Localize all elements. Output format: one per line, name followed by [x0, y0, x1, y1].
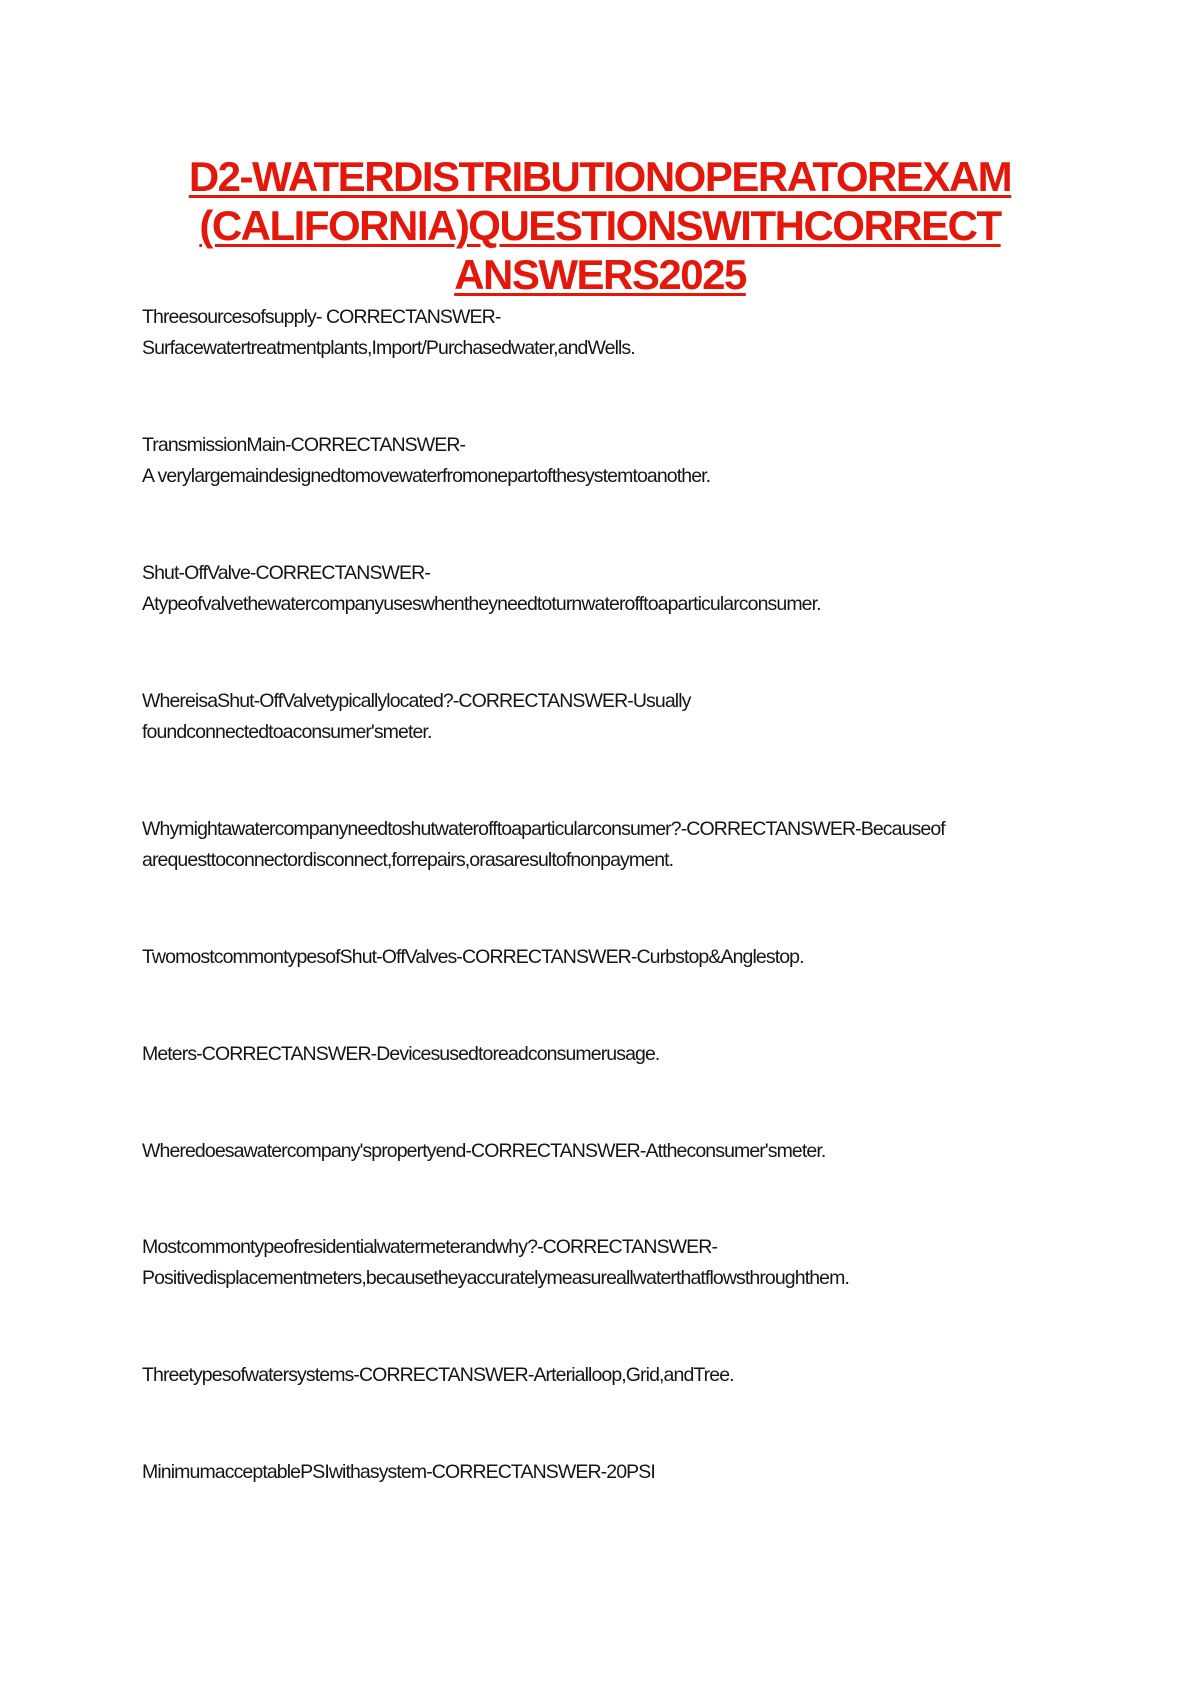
qa-line: Shut-OffValve-CORRECTANSWER-: [142, 562, 430, 584]
qa-entry-7: [142, 1039, 1082, 1070]
qa-line: MinimumacceptablePSIwithasystem-CORRECTANSWER-20PSI: [142, 1461, 655, 1483]
title-line-3: ANSWERS2025: [454, 251, 746, 298]
qa-line: A verylargemaindesignedtomovewaterfromonepartofthesystemtoanother.: [142, 465, 711, 487]
qa-line: foundconnectedtoaconsumer'smeter.: [142, 721, 432, 743]
qa-entry-9: [142, 1232, 1082, 1294]
qa-line: Threesourcesofsupply- CORRECTANSWER-: [142, 306, 501, 328]
qa-line: Positivedisplacementmeters,becausetheyaccuratelymeasureallwaterthatflowsthroughthem.: [142, 1267, 849, 1289]
qa-line: Surfacewatertreatmentplants,Import/Purchasedwater,andWells.: [142, 337, 635, 359]
qa-entry-4: [142, 686, 1082, 748]
qa-line: Mostcommontypeofresidentialwatermeterandwhy?-CORRECTANSWER-: [142, 1236, 718, 1258]
qa-entry-3: [142, 558, 1082, 620]
qa-entry-1: [142, 302, 1082, 364]
qa-line: Wheredoesawatercompany'spropertyend-CORRECTANSWER-Attheconsumer'smeter.: [142, 1140, 826, 1162]
qa-entry-5: [142, 814, 1082, 876]
qa-entry-2: [142, 430, 1082, 492]
title-line-1: D2-WATERDISTRIBUTIONOPERATOREXAM: [188, 153, 1012, 200]
qa-entry-11: [142, 1457, 1082, 1488]
qa-line: Meters-CORRECTANSWER-Devicesusedtoreadconsumerusage.: [142, 1043, 660, 1065]
qa-line: TransmissionMain-CORRECTANSWER-: [142, 434, 466, 456]
qa-line: WhereisaShut-OffValvetypicallylocated?-CORRECTANSWER-Usually: [142, 690, 691, 712]
qa-entry-10: [142, 1360, 1082, 1391]
qa-line: TwomostcommontypesofShut-OffValves-CORRECTANSWER-Curbstop&Anglestop.: [142, 946, 804, 968]
qa-line: Atypeofvalvethewatercompanyuseswhentheyneedtoturnwaterofftoaparticularconsumer.: [142, 593, 821, 615]
qa-entry-6: [142, 942, 1082, 973]
document-title: [150, 152, 1050, 299]
qa-entry-8: [142, 1136, 1082, 1167]
qa-line: Threetypesofwatersystems-CORRECTANSWER-Arterialloop,Grid,andTree.: [142, 1364, 734, 1386]
title-line-2: (CALIFORNIA)QUESTIONSWITHCORRECT: [199, 202, 1001, 249]
qa-line: Whymightawatercompanyneedtoshutwaterofftoaparticularconsumer?-CORRECTANSWER-Becauseof: [142, 818, 945, 840]
qa-line: arequesttoconnectordisconnect,forrepairs,orasaresultofnonpayment.: [142, 849, 674, 871]
